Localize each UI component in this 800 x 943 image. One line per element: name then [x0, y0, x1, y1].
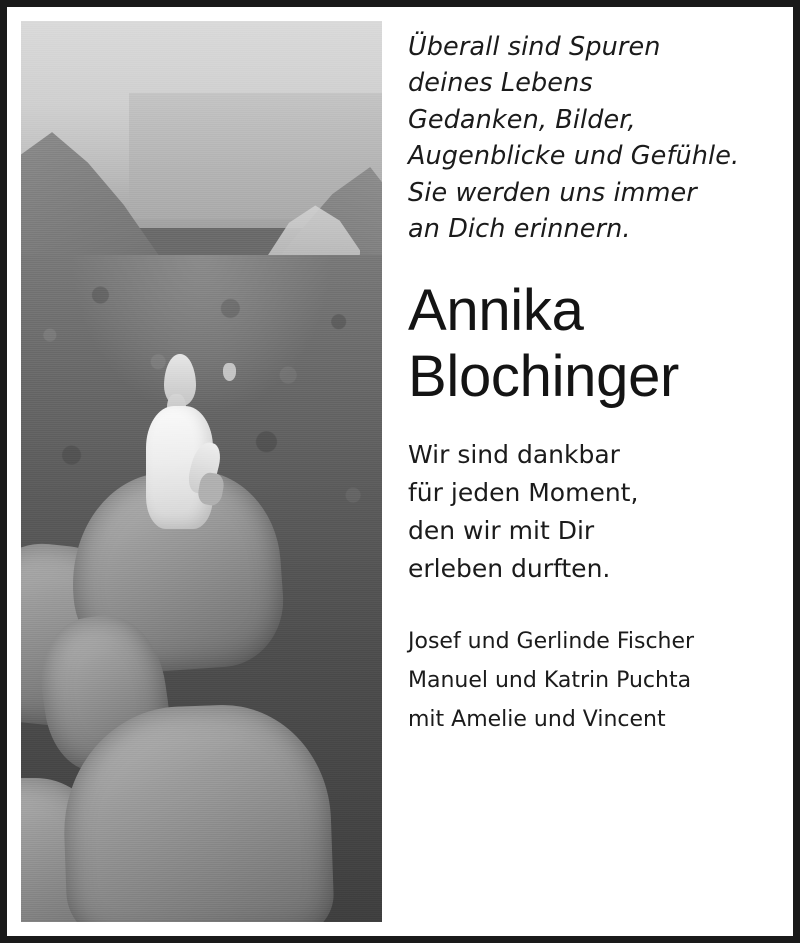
mourners-list — [408, 622, 771, 739]
message-line: Wir sind dankbar — [408, 439, 620, 469]
mourner-line: Manuel und Katrin Puchta — [408, 668, 692, 694]
message-line: für jeden Moment, — [408, 477, 639, 507]
verse-line: Überall sind Spuren — [408, 32, 661, 62]
verse-line: deines Lebens — [408, 68, 593, 99]
memorial-photo — [21, 21, 382, 922]
deceased-name — [408, 278, 771, 410]
verse-line: Augenblicke und Gefühle. — [408, 141, 740, 172]
message-line: erleben durften. — [408, 553, 611, 583]
verse-line: Sie werden uns immer — [408, 177, 697, 208]
mourner-line: Josef und Gerlinde Fischer — [408, 628, 695, 654]
mourner-line: mit Amelie und Vincent — [408, 707, 666, 733]
photo-seated-figure — [140, 354, 219, 552]
memorial-message — [408, 436, 771, 588]
text-column — [382, 7, 793, 936]
deceased-last-name: Blochinger — [408, 343, 680, 409]
deceased-first-name: Annika — [408, 277, 584, 343]
photo-column — [7, 7, 382, 936]
message-line: den wir mit Dir — [408, 515, 595, 545]
verse-line: Gedanken, Bilder, — [408, 104, 636, 135]
verse-line: an Dich erinnern. — [408, 214, 631, 245]
memorial-verse — [408, 29, 771, 248]
